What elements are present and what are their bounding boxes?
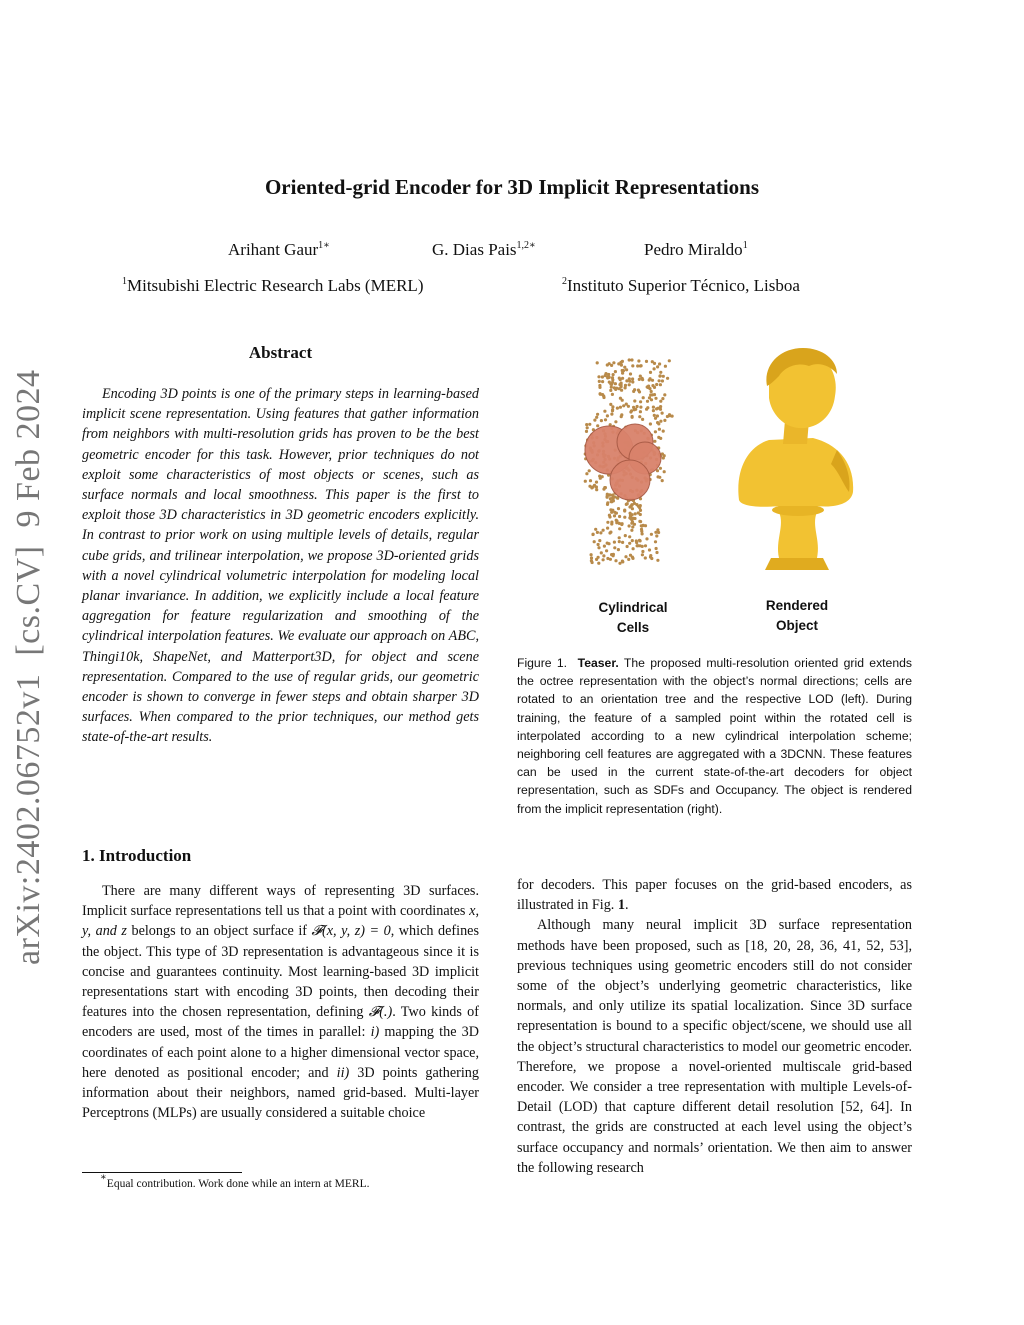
point-dot <box>618 540 621 543</box>
point-dot <box>633 517 636 520</box>
point-dot <box>662 456 665 459</box>
point-dot <box>623 509 626 512</box>
point-dot <box>655 534 658 537</box>
point-dot <box>601 375 604 378</box>
point-dot <box>661 479 664 482</box>
point-dot <box>634 512 637 515</box>
point-dot <box>658 476 661 479</box>
point-dot <box>657 422 660 425</box>
point-dot <box>600 551 603 554</box>
point-dot <box>636 364 639 367</box>
point-dot <box>639 406 642 409</box>
point-dot <box>585 472 588 475</box>
point-dot <box>640 530 643 533</box>
point-dot <box>638 378 641 381</box>
point-dot <box>631 557 634 560</box>
footnote: ∗Equal contribution. Work done while an intern at MERL. <box>100 1172 370 1190</box>
point-dot <box>641 553 644 556</box>
point-dot <box>620 415 623 418</box>
point-dot <box>663 470 666 473</box>
point-dot <box>630 522 633 525</box>
point-dot <box>613 546 616 549</box>
point-dot <box>598 384 601 387</box>
point-dot <box>635 539 638 542</box>
point-dot <box>597 375 600 378</box>
point-dot <box>655 383 658 386</box>
point-dot <box>649 377 652 380</box>
point-dot <box>646 385 649 388</box>
point-dot <box>668 359 671 362</box>
point-dot <box>588 423 591 426</box>
point-dot <box>664 365 667 368</box>
label-cylindrical-cells: Cylindrical Cells <box>598 600 668 635</box>
point-dot <box>605 549 608 552</box>
point-dot <box>590 553 593 556</box>
point-dot <box>616 407 619 410</box>
figure-caption: Figure 1. Teaser. The proposed multi-resolution oriented grid extends the octree representation with the object’s normal directions; cells are rotated to an orientation tree and the respective LOD (left). During training, the feature of a sampled point within the rotated cell is interpolated according to a new cylindrical interpolation scheme; neighboring cell features are aggregated with a 3DCNN. These features can be used in the current state-of-the-art decoders for object representation, such as SDFs and Occupancy. The object is rendered from the implicit representation (right). <box>517 656 912 816</box>
point-dot <box>624 555 627 558</box>
point-dot <box>658 379 661 382</box>
point-dot <box>628 358 631 361</box>
point-dot <box>642 396 645 399</box>
intro-heading: 1. Introduction <box>82 846 192 865</box>
point-dot <box>636 405 639 408</box>
author-1: Arihant Gaur$^{1∗}$ <box>228 240 330 259</box>
point-dot <box>595 416 598 419</box>
point-dot <box>610 522 613 525</box>
point-dot <box>631 377 634 380</box>
point-dot <box>644 544 647 547</box>
point-dot <box>661 379 664 382</box>
point-dot <box>630 358 633 361</box>
point-dot <box>657 407 660 410</box>
point-dot <box>653 362 656 365</box>
point-dot <box>602 529 605 532</box>
point-dot <box>628 377 631 380</box>
point-dot <box>637 359 640 362</box>
point-dot <box>618 527 621 530</box>
point-dot <box>609 508 612 511</box>
point-dot <box>631 364 634 367</box>
point-dot <box>610 364 613 367</box>
teaser-figure <box>517 340 912 640</box>
point-dot <box>612 373 615 376</box>
bust-pedestal-column <box>778 512 818 558</box>
right-paragraph-0: for decoders. This paper focuses on the grid-based encoders, as illustrated in Fig. 1. <box>517 877 912 914</box>
point-dot <box>653 440 656 443</box>
point-dot <box>618 536 621 539</box>
point-dot <box>619 406 622 409</box>
point-dot <box>631 415 634 418</box>
math-surface-eq: 𝓕(x, y, z) = 0 <box>311 923 391 940</box>
point-dot <box>638 539 641 542</box>
abstract-body <box>82 384 479 748</box>
point-dot <box>613 511 616 514</box>
math-f: 𝓕(.) <box>368 1004 393 1021</box>
point-dot <box>598 539 601 542</box>
point-dot <box>609 403 612 406</box>
point-dot <box>659 371 662 374</box>
point-dot <box>618 562 621 565</box>
point-dot <box>653 386 656 389</box>
point-dot <box>612 553 615 556</box>
point-dot <box>645 537 648 540</box>
point-dot <box>629 554 632 557</box>
bust-pedestal-base <box>765 558 829 570</box>
point-dot <box>596 531 599 534</box>
author-2: G. Dias Pais$^{1,2∗}$ <box>432 240 536 259</box>
paper-title: Oriented-grid Encoder for 3D Implicit Representations <box>264 175 760 199</box>
point-dot <box>645 360 648 363</box>
point-dot <box>638 390 641 393</box>
point-dot <box>628 383 631 386</box>
point-dot <box>610 500 613 503</box>
point-dot <box>596 361 599 364</box>
point-dot <box>639 400 642 403</box>
point-dot <box>649 371 652 374</box>
point-dot <box>614 388 617 391</box>
point-dot <box>590 556 593 559</box>
point-dot <box>589 479 592 482</box>
right-column-body <box>517 875 912 1178</box>
point-dot <box>639 410 642 413</box>
point-dot <box>640 524 643 527</box>
point-dot <box>606 521 609 524</box>
point-dot <box>614 382 617 385</box>
point-dot <box>597 546 600 549</box>
point-dot <box>606 557 609 560</box>
abstract-heading: Abstract <box>248 343 313 362</box>
point-dot <box>632 406 635 409</box>
point-dot <box>638 415 641 418</box>
point-dot <box>598 380 601 383</box>
abstract-text: Encoding 3D points is one of the primary steps in learning-based implicit scene representation. Using features that gather information from neighbors with multi-resolution grids has proven to be the best geometric encoder for this task. However, prior techniques do not exploit some characteristics of most objects or scenes, such as surface normals and local smoothness. This paper is the first to exploit those 3D characteristics in 3D geometric encoders explicitly. In contrast to prior work on using multiple levels of details, regular cube grids, and trilinear interpolation, we propose 3D-oriented grids with a novel cylindrical volumetric interpolation for modeling local planar invariance. In addition, we explicitly include a local feature aggregation for feature regularization and smoothing of the cylindrical interpolation features. We evaluate our approach on ABC, Thingi10k, ShapeNet, and Matterport3D, for object and scene representation. Compared to the use of regular grids, our geometric encoder is shown to converge in fewer steps and obtain sharper 3D surfaces. When compared to the prior techniques, our method gets state-of-the-art results. <box>82 386 479 746</box>
point-dot <box>663 419 666 422</box>
point-dot <box>610 386 613 389</box>
point-dot <box>618 515 621 518</box>
point-dot <box>661 412 664 415</box>
point-dot <box>650 557 653 560</box>
point-dot <box>608 381 611 384</box>
point-dot <box>614 420 617 423</box>
math-xyz: x, y, and z <box>82 903 479 940</box>
point-dot <box>625 379 628 382</box>
point-dot <box>627 558 630 561</box>
point-dot <box>662 430 665 433</box>
arxiv-stamp: arXiv:2402.06752v1 [cs.CV] 9 Feb 2024 <box>10 369 47 965</box>
point-dot <box>591 561 594 564</box>
point-dot <box>618 383 621 386</box>
point-dot <box>625 368 628 371</box>
point-dot <box>621 369 624 372</box>
point-dot <box>602 554 605 557</box>
point-dot <box>588 469 591 472</box>
point-dot <box>641 545 644 548</box>
point-dot <box>629 516 632 519</box>
point-dot <box>615 521 618 524</box>
point-dot <box>626 545 629 548</box>
point-dot <box>655 551 658 554</box>
point-dot <box>595 485 598 488</box>
point-dot <box>659 420 662 423</box>
point-dot <box>606 501 609 504</box>
point-dot <box>656 365 659 368</box>
point-dot <box>632 547 635 550</box>
affiliation-2: $^2$Instituto Superior Técnico, Lisboa <box>562 276 800 295</box>
point-dot <box>659 400 662 403</box>
point-dot <box>650 390 653 393</box>
point-dot <box>644 556 647 559</box>
point-dot <box>654 397 657 400</box>
point-dot <box>633 388 636 391</box>
point-dot <box>606 542 609 545</box>
point-dot <box>624 386 627 389</box>
point-dot <box>592 533 595 536</box>
point-dot <box>623 366 626 369</box>
point-dot <box>654 430 657 433</box>
point-dot <box>609 497 612 500</box>
point-dot <box>653 414 656 417</box>
point-dot <box>614 559 617 562</box>
point-dot <box>600 419 603 422</box>
point-dot <box>628 524 631 527</box>
point-dot <box>661 397 664 400</box>
point-dot <box>599 393 602 396</box>
point-dot <box>649 393 652 396</box>
point-dot <box>584 480 587 483</box>
point-dot <box>666 377 669 380</box>
label-rendered-object: Rendered Object <box>765 598 829 633</box>
point-dot <box>641 377 644 380</box>
point-dot <box>601 380 604 383</box>
point-dot <box>610 413 613 416</box>
point-dot <box>654 531 657 534</box>
point-dot <box>621 560 624 563</box>
point-dot <box>631 525 634 528</box>
point-dot <box>612 361 615 364</box>
point-dot <box>597 543 600 546</box>
affiliation-1: $^1$Mitsubishi Electric Research Labs (MERL) <box>122 276 424 295</box>
intro-paragraph: There are many different ways of representing 3D surfaces. Implicit surface representations tell us that a point with coordinates x, y, and z belongs to an object surface if 𝓕(x, y, z) = 0, which defines the object. This type of 3D representation is advantageous since it is concise and guarantees continuity. Most learning-based 3D implicit representations start with encoding 3D points, then decoding their features into the chosen representation, defining 𝓕(.). Two kinds of encoders are used, most of the times in parallel: i) mapping the 3D coordinates of each point alone to a higher dimensional vector space, here denoted as positional encoder; and ii) 3D points gathering information about their neighbors, named grid-based. Multi-layer Perceptrons (MLPs) are usually considered a suitable choice <box>82 883 479 1122</box>
point-dot <box>663 393 666 396</box>
point-dot <box>588 485 591 488</box>
point-dot <box>641 550 644 553</box>
point-dot <box>604 374 607 377</box>
point-dot <box>626 502 629 505</box>
point-dot <box>649 554 652 557</box>
point-dot <box>648 396 651 399</box>
point-dot <box>621 541 624 544</box>
point-dot <box>646 400 649 403</box>
point-dot <box>593 419 596 422</box>
point-dot <box>606 495 609 498</box>
point-dot <box>652 406 655 409</box>
bust-torso <box>738 438 853 507</box>
right-paragraph-1: Although many neural implicit 3D surface representation methods have been proposed, such as [18, 20, 28, 36, 41, 52, 53], previous techniques using geometric encoders still do not consider some of the object’s underlying geometric characteristics, like normals, and only utilize its spatial localization. Since 3D surface representation is bound to a specific object/scene, we should use all the object’s structural characteristics to model our geometric encoder. Therefore, we propose a novel-oriented multiscale grid-based encoder. We consider a tree representation with multiple Levels-of-Detail (LOD) that capture different detail resolution [52, 64]. In contrast, the grids are constructed at each level using the object’s surface occupancy and normals’ orientation. We then aim to answer the following research <box>517 917 912 1176</box>
point-dot <box>631 507 634 510</box>
point-dot <box>593 540 596 543</box>
point-dot <box>658 362 661 365</box>
point-dot <box>629 372 632 375</box>
point-dot <box>611 405 614 408</box>
point-dot <box>617 507 620 510</box>
point-dot <box>596 424 599 427</box>
point-dot <box>623 516 626 519</box>
point-dot <box>597 556 600 559</box>
point-dot <box>645 408 648 411</box>
point-dot <box>599 531 602 534</box>
point-dot <box>585 430 588 433</box>
point-dot <box>650 533 653 536</box>
point-dot <box>602 558 605 561</box>
point-dot <box>604 418 607 421</box>
point-dot <box>630 529 633 532</box>
point-dot <box>656 414 659 417</box>
point-dot <box>586 426 589 429</box>
point-dot <box>652 409 655 412</box>
point-dot <box>639 520 642 523</box>
point-dot <box>606 414 609 417</box>
point-dot <box>621 399 624 402</box>
point-dot <box>640 364 643 367</box>
cylindrical-cell <box>610 460 650 500</box>
point-dot <box>611 408 614 411</box>
point-dot <box>597 562 600 565</box>
point-dot <box>619 378 622 381</box>
point-dot <box>628 542 631 545</box>
point-dot <box>659 383 662 386</box>
point-dot <box>633 399 636 402</box>
point-dot <box>622 404 625 407</box>
point-dot <box>659 467 662 470</box>
intro-body <box>82 881 479 1123</box>
point-dot <box>602 396 605 399</box>
point-dot <box>656 559 659 562</box>
point-dot <box>658 428 661 431</box>
point-dot <box>648 548 651 551</box>
point-dot <box>662 375 665 378</box>
point-dot <box>630 409 633 412</box>
point-dot <box>649 422 652 425</box>
point-dot <box>609 389 612 392</box>
author-3: Pedro Miraldo$^1$ <box>644 240 748 259</box>
point-dot <box>627 405 630 408</box>
point-dot <box>602 488 605 491</box>
point-dot <box>655 547 658 550</box>
point-dot <box>654 540 657 543</box>
point-dot <box>633 502 636 505</box>
point-dot <box>603 545 606 548</box>
point-dot <box>653 393 656 396</box>
point-dot <box>603 410 606 413</box>
point-dot <box>606 527 609 530</box>
point-dot <box>599 477 602 480</box>
point-dot <box>617 548 620 551</box>
rendered-bust <box>738 348 853 570</box>
point-dot <box>596 413 599 416</box>
point-dot <box>648 387 651 390</box>
point-dot <box>631 380 634 383</box>
point-dot <box>611 393 614 396</box>
point-dot <box>631 539 634 542</box>
point-dot <box>637 511 640 514</box>
point-dot <box>641 418 644 421</box>
point-dot <box>611 381 614 384</box>
point-dot <box>641 532 644 535</box>
teaser-illustration <box>517 340 912 580</box>
point-dot <box>613 495 616 498</box>
point-dot <box>585 423 588 426</box>
point-dot <box>657 436 660 439</box>
point-dot <box>619 362 622 365</box>
point-dot <box>624 534 627 537</box>
point-dot <box>628 535 631 538</box>
point-dot <box>613 514 616 517</box>
point-dot <box>594 528 597 531</box>
point-dot <box>595 481 598 484</box>
point-dot <box>614 370 617 373</box>
point-dot <box>608 531 611 534</box>
point-dot <box>639 504 642 507</box>
point-dot <box>613 541 616 544</box>
point-dot <box>608 515 611 518</box>
point-dot <box>671 415 674 418</box>
point-dot <box>659 374 662 377</box>
point-dot <box>653 367 656 370</box>
point-dot <box>630 504 633 507</box>
point-dot <box>595 488 598 491</box>
point-dot <box>621 522 624 525</box>
